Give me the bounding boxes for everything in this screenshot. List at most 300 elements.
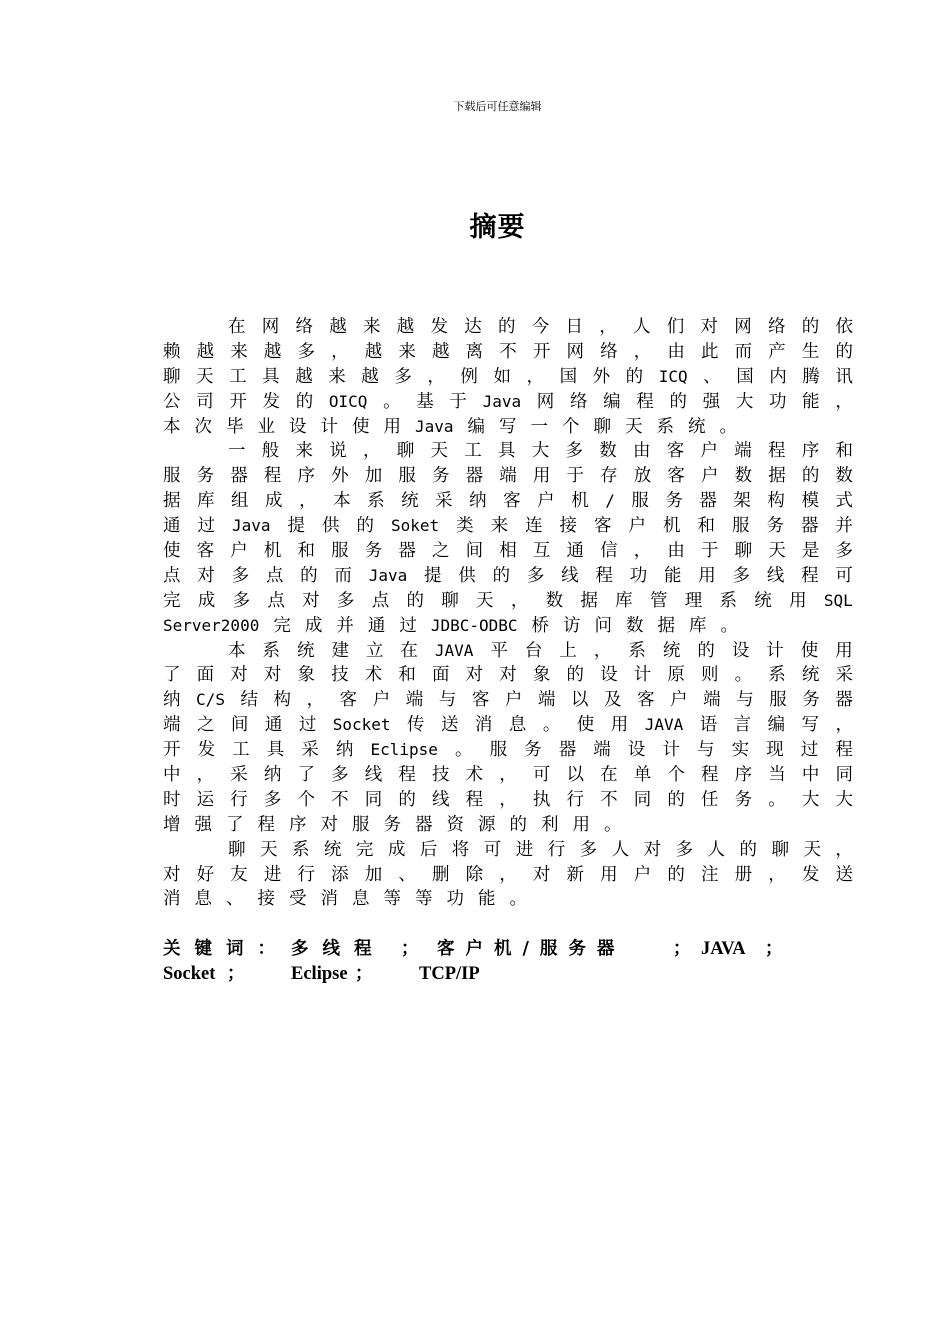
abstract-line	[163, 688, 853, 713]
abstract-token: 工	[232, 740, 250, 761]
abstract-token: 接	[257, 889, 275, 910]
abstract-token: 客	[667, 466, 685, 487]
abstract-token: 务	[524, 740, 542, 761]
abstract-token: 术	[364, 665, 383, 686]
abstract-token: 用	[698, 565, 716, 586]
abstract-token: 器	[699, 491, 717, 512]
abstract-token: 端	[405, 690, 424, 711]
abstract-token: 不	[499, 341, 517, 362]
abstract-token: Java	[231, 516, 271, 536]
abstract-token: 、	[703, 366, 721, 387]
abstract-token: 了	[297, 765, 315, 786]
abstract-token: 与	[697, 740, 715, 761]
abstract-token: 公	[163, 391, 181, 412]
abstract-token: 对	[163, 864, 181, 885]
abstract-token: 开	[163, 740, 181, 761]
abstract-token: 通	[367, 615, 386, 636]
abstract-token: 本	[333, 491, 351, 512]
abstract-token: 而	[734, 341, 753, 362]
abstract-token: 库	[689, 615, 707, 636]
abstract-token: 腾	[802, 366, 820, 387]
abstract-token: 器	[558, 740, 577, 761]
abstract-token: 纳	[263, 765, 282, 786]
abstract-token: 面	[432, 665, 450, 686]
abstract-token: 的	[669, 391, 687, 412]
abstract-token: 点	[265, 565, 284, 586]
abstract-token: 台	[524, 640, 543, 661]
abstract-token: 采	[835, 665, 853, 686]
abstract-token: 库	[197, 491, 215, 512]
abstract-token: 的	[398, 789, 416, 810]
abstract-token: 务	[802, 690, 820, 711]
abstract-token: 网	[566, 341, 584, 362]
abstract-token: 端	[499, 466, 517, 487]
abstract-token: 线	[432, 789, 450, 810]
abstract-token: 来	[363, 317, 381, 337]
abstract-token: 管	[649, 590, 668, 611]
abstract-token: 聊	[441, 590, 459, 611]
abstract-token: 纳	[163, 690, 181, 711]
abstract-token: Java	[368, 565, 408, 585]
abstract-line	[163, 838, 853, 863]
abstract-token: ，	[510, 590, 529, 611]
abstract-token: 赖	[163, 341, 181, 362]
abstract-token: 器	[465, 466, 484, 487]
abstract-line	[163, 315, 853, 340]
abstract-token: 具	[498, 441, 516, 462]
abstract-token: 天	[803, 839, 821, 860]
abstract-token: 据	[580, 590, 598, 611]
abstract-token: 工	[464, 441, 482, 462]
abstract-token: 之	[432, 541, 450, 562]
abstract-line	[163, 564, 853, 589]
abstract-token: 务	[364, 541, 383, 562]
abstract-token: 的	[498, 317, 516, 337]
abstract-token: 技	[432, 765, 450, 786]
abstract-token: 强	[194, 814, 212, 835]
abstract-token: 户	[372, 690, 391, 711]
abstract-token: 程	[465, 789, 484, 810]
abstract-token: 可	[483, 839, 502, 860]
abstract-token: 象	[532, 665, 551, 686]
abstract-token: 大	[531, 441, 550, 462]
abstract-token: 多	[835, 541, 853, 562]
abstract-token: 务	[734, 789, 753, 810]
abstract-token: 运	[196, 789, 215, 810]
abstract-token: 点	[163, 565, 181, 586]
abstract-token: 将	[451, 839, 470, 860]
abstract-token: 程	[835, 740, 853, 761]
abstract-token: 对	[700, 317, 718, 337]
abstract-line	[163, 763, 853, 788]
abstract-line	[163, 589, 853, 614]
abstract-token: 务	[432, 466, 450, 487]
abstract-token: 是	[801, 541, 820, 562]
abstract-token: 依	[835, 317, 853, 337]
abstract-token: 客	[594, 516, 612, 537]
abstract-token: 与	[438, 690, 457, 711]
abstract-token: 传	[407, 715, 425, 736]
abstract-token: 及	[604, 690, 622, 711]
abstract-token: 人	[611, 839, 630, 860]
abstract-token: 聊	[734, 541, 753, 562]
keywords-label: 关键词：	[163, 939, 289, 959]
abstract-token: 之	[196, 715, 215, 736]
abstract-token: 聊	[593, 416, 612, 437]
abstract-token: 户	[700, 441, 718, 462]
abstract-token: 器	[415, 814, 433, 835]
abstract-token: 建	[331, 640, 349, 661]
abstract-token: 数	[545, 590, 564, 611]
abstract-token: 多	[732, 565, 751, 586]
abstract-token: 国	[559, 366, 578, 387]
abstract-token: 来	[398, 341, 416, 362]
abstract-token: 数	[626, 615, 644, 636]
abstract-token: ，	[835, 839, 853, 860]
abstract-token: 的	[667, 864, 685, 885]
keyword-socket: Socket	[163, 964, 216, 984]
abstract-line	[163, 340, 853, 365]
abstract-token: 息	[508, 715, 527, 736]
abstract-token: 点	[371, 590, 390, 611]
abstract-token: 用	[532, 466, 551, 487]
abstract-line	[163, 439, 853, 464]
abstract-token: 机	[263, 541, 282, 562]
abstract-token: 对	[532, 864, 551, 885]
abstract-token: 送	[440, 715, 459, 736]
abstract-token: 相	[499, 541, 517, 562]
abstract-token: 的	[801, 466, 820, 487]
abstract-token: 的	[300, 565, 318, 586]
abstract-token: 系	[628, 640, 646, 661]
abstract-token: 统	[323, 839, 342, 860]
abstract-token: 计	[662, 740, 680, 761]
keyword-separator: ；	[355, 964, 373, 984]
abstract-token: 系	[719, 590, 737, 611]
abstract-token: 聊	[396, 441, 415, 462]
abstract-token: 则	[701, 665, 719, 686]
abstract-token: 实	[731, 740, 750, 761]
abstract-token: 通	[163, 516, 181, 537]
abstract-token: 成	[265, 491, 283, 512]
abstract-token: 信	[600, 541, 618, 562]
abstract-token: 发	[197, 740, 216, 761]
abstract-token: 数	[599, 441, 617, 462]
abstract-token: /	[605, 491, 615, 511]
keyword-client-server: 客户机/服务器	[437, 939, 626, 959]
abstract-token: 来	[490, 516, 509, 537]
abstract-token: 户	[628, 516, 647, 537]
abstract-token: 而	[334, 565, 352, 586]
abstract-token: 系	[768, 665, 786, 686]
abstract-token: 越	[196, 341, 215, 362]
abstract-token: 和	[297, 541, 315, 562]
abstract-token: 器	[230, 466, 248, 487]
abstract-token: 计	[766, 640, 784, 661]
header-note: 下载后可任意编辑	[453, 100, 542, 113]
abstract-token: 的	[492, 565, 511, 586]
abstract-token: 不	[331, 789, 349, 810]
abstract-token: 日	[565, 317, 583, 337]
abstract-token: 功	[446, 889, 464, 910]
abstract-token: 发	[262, 391, 281, 412]
abstract-token: 接	[559, 516, 578, 537]
abstract-token: 和	[697, 516, 715, 537]
abstract-token: 服	[331, 541, 349, 562]
abstract-token: 多	[565, 441, 583, 462]
abstract-token: 服	[489, 740, 508, 761]
abstract-token: 据	[768, 466, 786, 487]
abstract-token: 增	[163, 814, 181, 835]
abstract-token: 发	[801, 864, 820, 885]
abstract-token: 设	[731, 640, 750, 661]
abstract-token: 面	[196, 665, 215, 686]
abstract-token: 越	[361, 366, 379, 387]
abstract-token: 于	[449, 391, 467, 412]
abstract-token: 能	[802, 391, 820, 412]
abstract-token: 次	[194, 416, 212, 437]
abstract-token: 对	[465, 665, 484, 686]
abstract-token: 国	[736, 366, 754, 387]
abstract-token: 系	[367, 491, 385, 512]
abstract-token: 服	[769, 690, 787, 711]
abstract-token: 任	[701, 789, 719, 810]
abstract-token: 的	[625, 366, 644, 387]
abstract-token: 消	[474, 715, 493, 736]
abstract-body	[163, 315, 853, 912]
abstract-token: 聊	[163, 366, 181, 387]
abstract-token: ，	[526, 366, 545, 387]
abstract-token: Java	[482, 391, 522, 411]
abstract-token: 了	[163, 665, 181, 686]
page-title: 摘要	[469, 212, 526, 243]
abstract-token: 一	[530, 416, 549, 437]
abstract-token: 越	[396, 317, 415, 337]
abstract-token: 络	[295, 317, 313, 337]
abstract-token: 天	[768, 541, 786, 562]
abstract-token: 。	[454, 740, 473, 761]
abstract-token: 务	[766, 516, 784, 537]
abstract-token: 完	[355, 839, 374, 860]
abstract-token: 一	[228, 441, 246, 462]
abstract-token: 、	[398, 864, 416, 885]
abstract-token: 产	[768, 341, 786, 362]
abstract-token: 能	[478, 889, 496, 910]
abstract-token: 多	[231, 565, 250, 586]
abstract-token: 系	[656, 416, 675, 437]
abstract-line	[163, 863, 853, 888]
abstract-token: 计	[320, 416, 338, 437]
abstract-token: 服	[163, 466, 181, 487]
abstract-token: 删	[432, 864, 450, 885]
abstract-token: 时	[163, 789, 181, 810]
abstract-token: 于	[566, 466, 584, 487]
abstract-line	[163, 813, 853, 838]
abstract-token: 构	[767, 491, 785, 512]
abstract-token: 利	[541, 814, 559, 835]
abstract-token: Soket	[390, 516, 440, 536]
keyword-separator: ；	[401, 939, 419, 959]
abstract-token: 中	[163, 765, 181, 786]
abstract-token: 互	[532, 541, 551, 562]
abstract-token: 线	[561, 565, 579, 586]
abstract-token: 客	[196, 541, 215, 562]
abstract-token: 例	[460, 366, 478, 387]
abstract-token: 。	[509, 889, 527, 910]
abstract-token: 通	[566, 541, 584, 562]
abstract-token: 。	[719, 416, 738, 437]
abstract-token: 构	[273, 690, 292, 711]
abstract-token: 器	[398, 541, 416, 562]
abstract-token: 用	[572, 814, 590, 835]
abstract-token: 大	[835, 789, 853, 810]
abstract-token: 息	[194, 889, 212, 910]
abstract-token: 行	[547, 839, 566, 860]
abstract-token: 服	[352, 814, 370, 835]
abstract-token: 序	[734, 765, 753, 786]
abstract-token: 系	[291, 839, 310, 860]
abstract-token: 人	[633, 317, 651, 337]
abstract-token: 加	[364, 466, 383, 487]
abstract-token: 外	[592, 366, 611, 387]
abstract-token: 中	[801, 765, 820, 786]
abstract-token: 们	[666, 317, 685, 337]
abstract-token: 受	[289, 889, 307, 910]
abstract-token: 户	[504, 690, 523, 711]
abstract-token: 统	[401, 491, 419, 512]
abstract-token: 司	[196, 391, 214, 412]
abstract-token: 户	[537, 491, 555, 512]
abstract-token: 对	[197, 565, 215, 586]
abstract-token: 服	[398, 466, 416, 487]
abstract-token: 结	[240, 690, 258, 711]
abstract-token: 络	[768, 317, 786, 337]
abstract-token: 器	[835, 690, 853, 711]
abstract-line	[163, 464, 853, 489]
abstract-token: 今	[531, 317, 550, 337]
abstract-token: 。	[734, 665, 753, 686]
abstract-line	[163, 713, 853, 738]
abstract-token: ，	[427, 366, 445, 387]
abstract-line	[163, 788, 853, 813]
keyword-java: JAVA	[701, 939, 746, 959]
abstract-token: 执	[532, 789, 551, 810]
abstract-token: 的	[667, 789, 685, 810]
abstract-line	[163, 489, 853, 514]
abstract-token: 功	[768, 391, 787, 412]
keywords-line-2	[163, 962, 823, 987]
abstract-token: 好	[196, 864, 215, 885]
abstract-token: 对	[320, 814, 338, 835]
abstract-token: ，	[299, 491, 317, 512]
abstract-token: 业	[257, 416, 275, 437]
abstract-token: 上	[559, 640, 577, 661]
abstract-token: 提	[424, 565, 442, 586]
abstract-token: 由	[633, 441, 651, 462]
abstract-token: 网	[261, 317, 280, 337]
abstract-token: 序	[801, 441, 820, 462]
abstract-token: 统	[754, 590, 772, 611]
abstract-token: ，	[633, 541, 652, 562]
abstract-token: ，	[633, 341, 652, 362]
abstract-token: 说	[329, 441, 347, 462]
abstract-token: 序	[289, 814, 307, 835]
abstract-token: 越	[432, 341, 450, 362]
abstract-token: 个	[562, 416, 580, 437]
abstract-token: 人	[707, 839, 726, 860]
abstract-token: 编	[603, 391, 621, 412]
abstract-token: 功	[629, 565, 648, 586]
abstract-token: 对	[230, 665, 248, 686]
abstract-token: 行	[230, 789, 248, 810]
abstract-token: 聊	[228, 839, 246, 860]
abstract-token: 了	[226, 814, 244, 835]
keyword-multithread: 多线程	[291, 939, 386, 959]
abstract-token: 程	[768, 441, 786, 462]
abstract-token: 不	[600, 789, 618, 810]
abstract-token: 通	[264, 715, 283, 736]
abstract-token: 由	[667, 341, 685, 362]
abstract-token: 语	[699, 715, 718, 736]
abstract-token: C/S	[196, 690, 225, 710]
abstract-token: 。	[720, 615, 739, 636]
abstract-token: 户	[670, 690, 688, 711]
abstract-token: 纳	[335, 740, 354, 761]
abstract-token: 越	[295, 366, 313, 387]
keywords-line-1	[163, 937, 823, 962]
abstract-token: ，	[363, 441, 381, 462]
abstract-token: 象	[297, 665, 315, 686]
abstract-token: 用	[383, 416, 401, 437]
abstract-token: 。	[542, 715, 561, 736]
abstract-token: 组	[231, 491, 249, 512]
abstract-token: 据	[657, 615, 676, 636]
abstract-token: 对	[263, 665, 282, 686]
abstract-token: 越	[263, 341, 282, 362]
abstract-token: 讯	[835, 366, 853, 387]
abstract-token: 多	[331, 765, 349, 786]
abstract-token: 的	[835, 341, 853, 362]
abstract-token: JAVA	[644, 715, 684, 735]
abstract-token: ，	[835, 391, 853, 412]
abstract-token: 采	[435, 491, 453, 512]
abstract-token: 编	[767, 715, 786, 736]
abstract-token: 以	[566, 765, 584, 786]
abstract-token: 完	[163, 590, 181, 611]
abstract-token: 端	[703, 690, 721, 711]
abstract-token: 的	[566, 665, 584, 686]
abstract-token: 程	[636, 391, 654, 412]
abstract-token: OICQ	[328, 391, 368, 411]
abstract-token: JDBC-ODBC	[430, 615, 518, 635]
abstract-token: 平	[490, 640, 508, 661]
abstract-token: 消	[163, 889, 181, 910]
abstract-line	[163, 390, 853, 415]
abstract-token: 客	[339, 690, 358, 711]
abstract-token: 添	[331, 864, 349, 885]
keyword-tcpip: TCP/IP	[419, 964, 480, 984]
abstract-token: 本	[228, 640, 246, 661]
abstract-token: 端	[593, 740, 611, 761]
abstract-token: 服	[731, 516, 750, 537]
abstract-token: 过	[800, 740, 819, 761]
abstract-token: 统	[801, 665, 820, 686]
abstract-token: 采	[230, 765, 248, 786]
abstract-token: 资	[446, 814, 464, 835]
abstract-token: 对	[499, 665, 517, 686]
abstract-token: 程	[398, 765, 416, 786]
abstract-token: 程	[801, 565, 819, 586]
